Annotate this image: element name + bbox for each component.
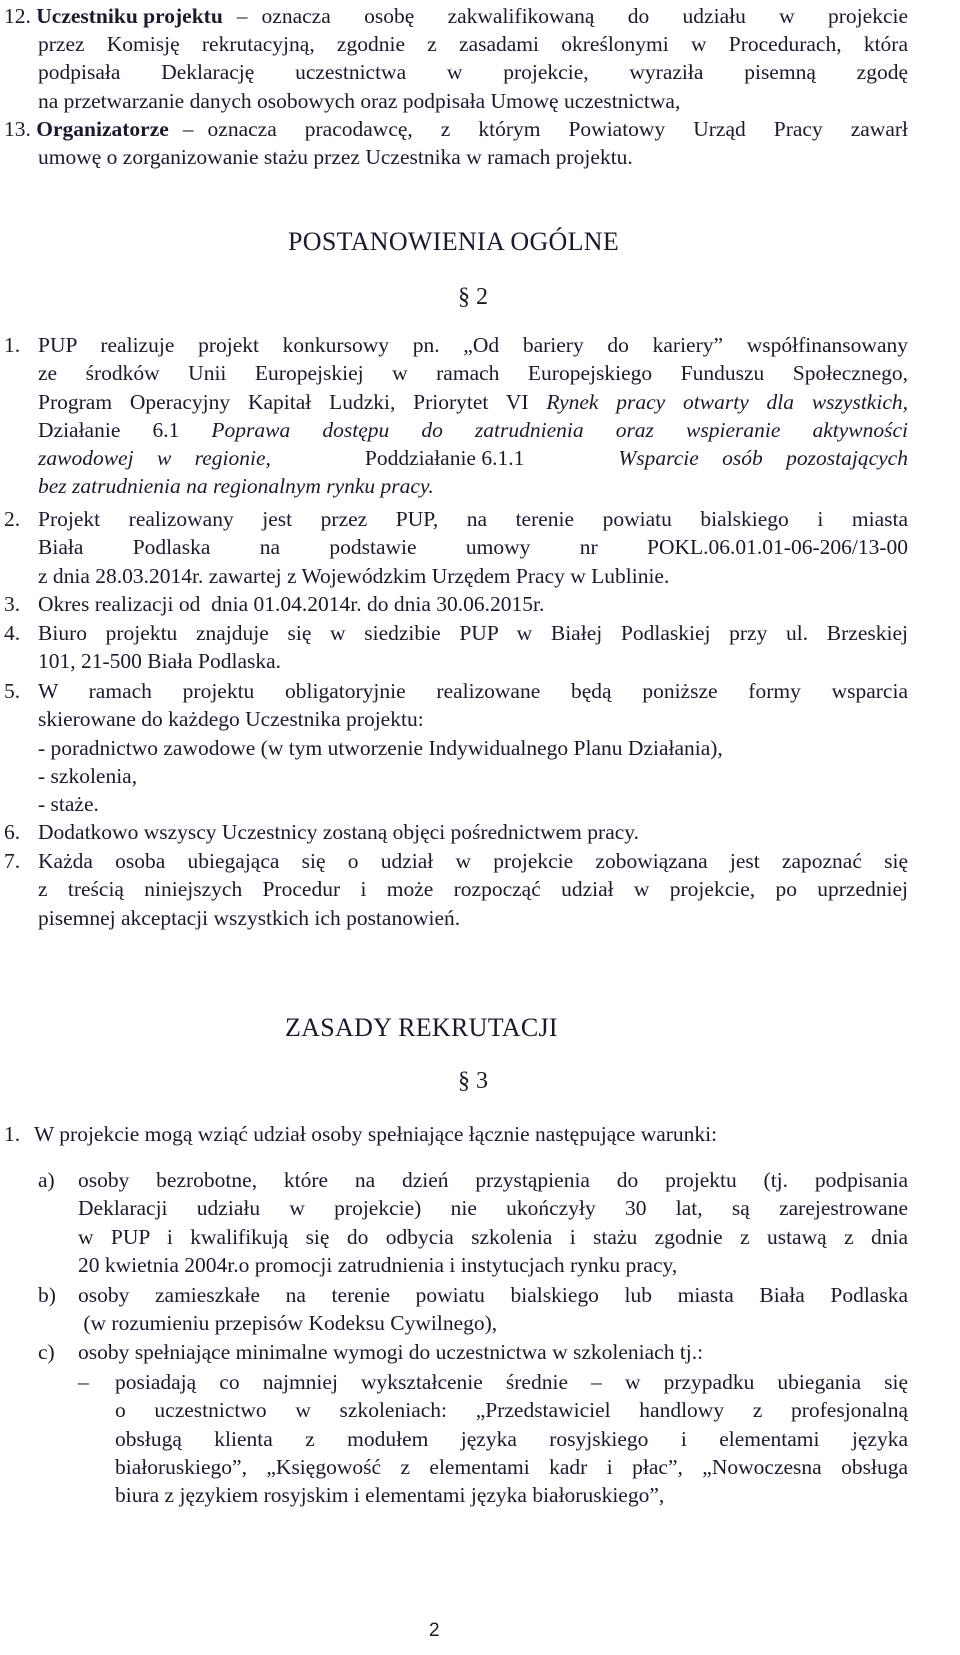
text-line: skierowane do każdego Uczestnika projektu:: [38, 707, 424, 732]
text-line: Projekt realizowany jest przez PUP, na terenie powiatu bialskiego i miasta: [38, 507, 908, 531]
item-number: 1.: [4, 1122, 21, 1146]
paragraph-sign-3: § 3: [458, 1068, 488, 1094]
text-line: osoby spełniające minimalne wymogi do uczestnictwa w szkoleniach tj.:: [78, 1340, 704, 1364]
text-line: Program Operacyjny Kapitał Ludzki, Priorytet VI Rynek pracy otwarty dla wszystkich,: [38, 389, 908, 414]
text-line: Deklaracji udziału w projekcie) nie ukończyły 30 lat, są zarejestrowane: [78, 1196, 908, 1221]
text-line: - szkolenia,: [38, 763, 138, 788]
condition-c-subitem: [78, 1368, 908, 1396]
text-line: podpisała Deklarację uczestnictwa w projekcie, wyraziła pisemną zgodę: [38, 60, 908, 85]
dash: –: [182, 117, 194, 141]
text-line: z dnia 28.03.2014r. zawartej z Wojewódzkim Urzędem Pracy w Lublinie.: [38, 563, 670, 588]
item-number: 1.: [4, 333, 21, 357]
recruitment-intro: [4, 1120, 908, 1148]
text-line: 20 kwietnia 2004r.o promocji zatrudnienia i instytucjach rynku pracy,: [78, 1252, 678, 1277]
text-line: w PUP i kwalifikują się do odbycia szkolenia i stażu zgodnie z ustawą z dnia: [78, 1224, 908, 1249]
text-line: Biała Podlaska na podstawie umowy nr POKL.06.01.01-06-206/13-00: [38, 535, 908, 560]
list-label: c): [38, 1340, 55, 1364]
condition-b: [38, 1281, 908, 1309]
text-line: Biuro projektu znajduje się w siedzibie PUP w Białej Podlaskiej przy ul. Brzeskiej: [38, 621, 908, 645]
text-line: 101, 21-500 Biała Podlaska.: [38, 649, 282, 674]
general-item-5: [4, 677, 908, 705]
text-line: bez zatrudnienia na regionalnym rynku pracy.: [38, 474, 434, 499]
text-line: osoby zamieszkałe na terenie powiatu bialskiego lub miasta Biała Podlaska: [78, 1283, 908, 1307]
general-item-3: [4, 590, 908, 618]
definition-term: Uczestniku projektu: [36, 4, 223, 28]
text-line: o uczestnictwo w szkoleniach: „Przedstawiciel handlowy z profesjonalną: [115, 1398, 908, 1423]
condition-a: [38, 1166, 908, 1194]
condition-c: [38, 1338, 908, 1366]
general-item-1: [4, 331, 908, 359]
text-line: W projekcie mogą wziąć udział osoby spełniające łącznie następujące warunki:: [34, 1122, 718, 1146]
text-line: zawodowej w regionie, Poddziałanie 6.1.1 Wsparcie osób pozostających: [38, 446, 908, 471]
text-line: Dodatkowo wszyscy Uczestnicy zostaną objęci pośrednictwem pracy.: [38, 820, 640, 844]
text-line: PUP realizuje projekt konkursowy pn. „Od bariery do kariery” współfinansowany: [38, 333, 908, 357]
text-line: W ramach projektu obligatoryjnie realizowane będą poniższe formy wsparcia: [38, 679, 908, 703]
general-item-6: [4, 818, 908, 846]
text-line: - poradnictwo zawodowe (w tym utworzenie Indywidualnego Planu Działania),: [38, 735, 723, 760]
paragraph-sign-2: § 2: [458, 284, 488, 310]
item-number: 2.: [4, 507, 21, 531]
section-heading-recruitment: ZASADY REKRUTACJI: [285, 1013, 558, 1042]
text-line: Każda osoba ubiegająca się o udział w projekcie zobowiązana jest zapoznać się: [38, 849, 908, 873]
text-line: z treścią niniejszych Procedur i może rozpocząć udział w projekcie, po uprzedniej: [38, 877, 908, 902]
dash: –: [236, 4, 248, 28]
definition-12: [4, 2, 908, 30]
text-line: Działanie 6.1 Poprawa dostępu do zatrudnienia oraz wspieranie aktywności: [38, 417, 908, 442]
list-label: b): [38, 1283, 56, 1307]
text-line: ze środków Unii Europejskiej w ramach Europejskiego Funduszu Społecznego,: [38, 361, 908, 386]
page-number: 2: [429, 1620, 440, 1641]
text-line: Okres realizacji od dnia 01.04.2014r. do dnia 30.06.2015r.: [38, 592, 545, 616]
text-line: osoby bezrobotne, które na dzień przystąpienia do projektu (tj. podpisania: [78, 1168, 908, 1192]
text-line: oznacza osobę zakwalifikowaną do udziału w projekcie: [261, 4, 908, 28]
item-number: 12.: [4, 4, 31, 28]
definition-term: Organizatorze: [36, 117, 169, 141]
text-line: przez Komisję rekrutacyjną, zgodnie z zasadami określonymi w Procedurach, która: [38, 32, 908, 56]
item-number: 6.: [4, 820, 21, 844]
text-line: (w rozumieniu przepisów Kodeksu Cywilnego),: [78, 1311, 498, 1336]
general-item-4: [4, 619, 908, 647]
general-item-7: [4, 847, 908, 875]
list-label: a): [38, 1168, 55, 1192]
text-line: oznacza pracodawcę, z którym Powiatowy Urząd Pracy zawarł: [207, 117, 908, 141]
item-number: 7.: [4, 849, 21, 873]
item-number: 13.: [4, 117, 31, 141]
dash: –: [78, 1370, 89, 1394]
general-item-2: [4, 505, 908, 533]
text-line: białoruskiego”, „Księgowość z elementami kadr i płac”, „Nowoczesna obsługa: [115, 1454, 908, 1479]
definition-13: [4, 115, 908, 143]
item-number: 5.: [4, 679, 21, 703]
text-line: pisemnej akceptacji wszystkich ich postanowień.: [38, 905, 461, 930]
text-line: - staże.: [38, 792, 99, 817]
section-heading-general: POSTANOWIENIA OGÓLNE: [288, 227, 620, 256]
item-number: 4.: [4, 621, 21, 645]
text-line: obsługą klienta z modułem języka rosyjskiego i elementami języka: [115, 1426, 908, 1451]
item-number: 3.: [4, 592, 21, 616]
text-line: posiadają co najmniej wykształcenie średnie – w przypadku ubiegania się: [115, 1370, 908, 1394]
text-line: biura z językiem rosyjskim i elementami języka białoruskiego”,: [115, 1483, 665, 1508]
text-line: na przetwarzanie danych osobowych oraz podpisała Umowę uczestnictwa,: [38, 88, 681, 113]
text-line: umowę o zorganizowanie stażu przez Uczestnika w ramach projektu.: [38, 145, 633, 169]
